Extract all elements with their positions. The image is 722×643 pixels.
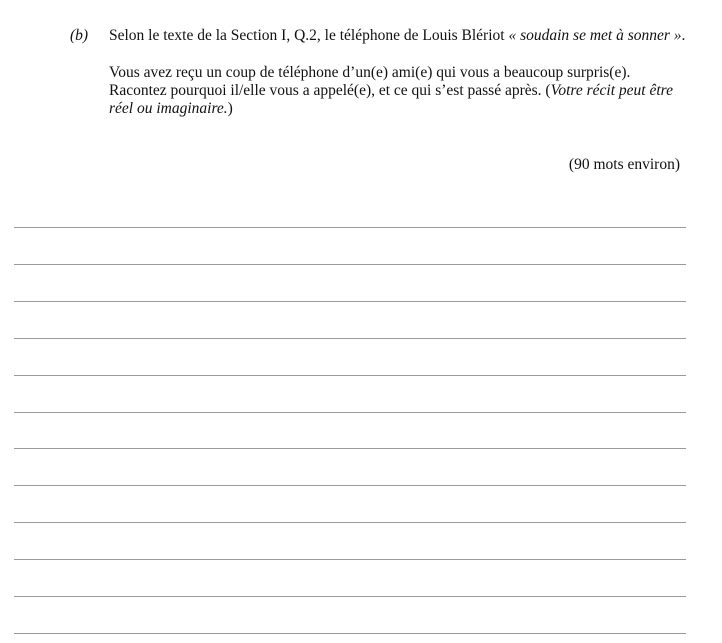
answer-line xyxy=(14,338,686,339)
answer-line xyxy=(14,264,686,265)
answer-line xyxy=(14,375,686,376)
answer-line xyxy=(14,301,686,302)
word-count-instruction: (90 mots environ) xyxy=(568,156,680,173)
task-note: Votre récit peut être réel ou imaginaire. xyxy=(109,82,673,117)
answer-line xyxy=(14,522,686,523)
answer-line xyxy=(14,227,686,228)
question-marker: (b) xyxy=(70,27,89,44)
answer-line xyxy=(14,448,686,449)
answer-lines xyxy=(14,0,686,643)
prompt-end: . xyxy=(681,27,686,44)
answer-line xyxy=(14,596,686,597)
answer-line xyxy=(14,412,686,413)
prompt-quote: « soudain se met à sonner » xyxy=(508,27,682,44)
prompt-lead: Selon le texte de la Section I, Q.2, le téléphone de Louis Blériot xyxy=(109,27,509,44)
task-close: ) xyxy=(227,100,233,117)
answer-line xyxy=(14,633,686,634)
answer-line xyxy=(14,559,686,560)
task-text: Vous avez reçu un coup de téléphone d’un(e) ami(e) qui vous a beaucoup surpris(e). Racontez pourquoi il/elle vous a appelé(e), et ce qui s’est passé après. ( xyxy=(109,64,631,99)
answer-line xyxy=(14,485,686,486)
